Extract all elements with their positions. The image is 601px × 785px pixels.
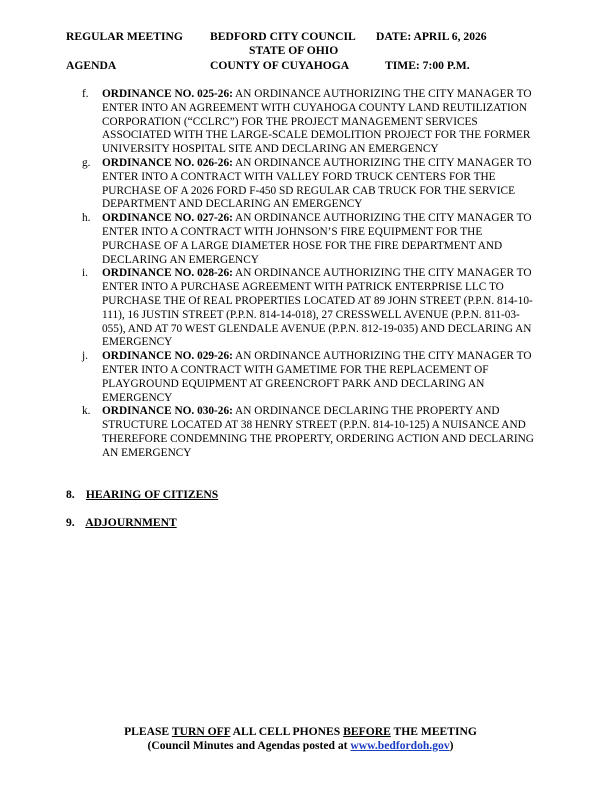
ordinance-number: ORDINANCE NO. 025-26: [102,88,233,100]
section-adjournment [66,516,177,529]
agenda-item-i [82,267,542,350]
ordinance-number: ORDINANCE NO. 026-26: [102,156,233,169]
ordinance-number: ORDINANCE NO. 030-26: [102,405,233,418]
header-date: DATE: APRIL 6, 2026 [376,30,487,43]
section-hearing-of-citizens [66,488,218,501]
footer-text: THE MEETING [390,725,477,738]
ordinance-number: ORDINANCE NO. 028-26: [102,267,233,280]
header-council-name: BEDFORD CITY COUNCIL [210,30,356,43]
section-title: HEARING OF CITIZENS [85,488,219,501]
agenda-item-k [82,405,542,460]
header-time: TIME: 7:00 P.M. [385,59,470,72]
agenda-item-f [82,88,542,157]
header-state: STATE OF OHIO [249,44,339,57]
item-letter: j. [82,350,88,363]
item-letter: k. [82,405,91,418]
website-link[interactable]: www.bedfordoh.gov [350,739,450,752]
agenda-item-h [82,212,542,267]
ordinance-text: AN ORDINANCE AUTHORIZING THE CITY MANAGER TO ENTER INTO A CONTRACT WITH VALLEY FORD TRUCK CENTERS FOR THE PURCHASE OF A 2026 FORD F-450 SD REGULAR CAB TRUCK FOR THE SERVICE DEPARTMENT AND DECLARING AN EMERGENCY [102,156,532,211]
ordinance-number: ORDINANCE NO. 027-26: [102,212,233,225]
footer-website-notice [0,739,601,753]
header-agenda: AGENDA [66,59,117,72]
item-letter: h. [82,212,91,225]
ordinance-text: AN ORDINANCE AUTHORIZING THE CITY MANAGER TO ENTER INTO A CONTRACT WITH GAMETIME FOR THE REPLACEMENT OF PLAYGROUND EQUIPMENT AT GREENCROFT PARK AND DECLARING AN EMERGENCY [102,350,532,404]
section-number: 8. [66,488,75,501]
ordinance-text: AN ORDINANCE AUTHORIZING THE CITY MANAGER TO ENTER INTO A CONTRACT WITH JOHNSON’S FIRE EQUIPMENT FOR THE PURCHASE OF A LARGE DIAMETER HOSE FOR THE FIRE DEPARTMENT AND DECLARING AN EMERGENCY [102,212,532,266]
section-number: 9. [66,516,75,529]
header-regular-meeting: REGULAR MEETING [66,30,183,43]
agenda-item-j [82,350,542,405]
agenda-item-g [82,157,542,212]
ordinance-text: AN ORDINANCE DECLARING THE PROPERTY AND STRUCTURE LOCATED AT 38 HENRY STREET (P.P.N. 814-10-125) A NUISANCE AND THEREFORE CONDEMNING THE PROPERTY, ORDERING ACTION AND DECLARING AN EMERGENCY [102,405,534,459]
footer-turn-off: TURN OFF [171,725,231,738]
footer-cell-phone-notice [0,725,601,739]
footer-text: ALL CELL PHONES [230,725,344,738]
agenda-items-list [82,88,542,461]
ordinance-text: AN ORDINANCE AUTHORIZING THE CITY MANAGER TO ENTER INTO AN AGREEMENT WITH CUYAHOGA COUNTY LAND REUTILIZATION CORPORATION (“CCLRC”) FOR THE PROJECT MANAGEMENT SERVICES ASSOCIATED WITH THE LARGE-SCALE DEMOLITION PROJECT FOR THE FORMER UNIVERSITY HOSPITAL SITE AND DECLARING AN EMERGENCY [102,88,532,156]
item-letter: g. [82,156,91,169]
ordinance-text: AN ORDINANCE AUTHORIZING THE CITY MANAGER TO ENTER INTO A PURCHASE AGREEMENT WITH PATRICK ENTERPRISE LLC TO PURCHASE THE Of REAL PROPERTIES LOCATED AT 89 JOHN STREET (P.P.N. 814-10-111), 16 JUSTIN STREET (P.P.N. 814-14-018), 27 CRESSWELL AVENUE (P.P.N. 811-03-055), AND AT 70 WEST GLENDALE AVENUE (P.P.N. 812-19-035) AND DECLARING AN EMERGENCY [102,267,533,349]
footer-before: BEFORE [343,725,391,738]
section-title: ADJOURNMENT [85,516,177,529]
footer-text: PLEASE [124,725,172,738]
item-letter: i. [82,267,88,280]
header-county: COUNTY OF CUYAHOGA [210,59,350,72]
ordinance-number: ORDINANCE NO. 029-26: [102,350,233,363]
item-letter: f. [82,88,89,100]
footer-text: ) [449,739,454,752]
footer-text: (Council Minutes and Agendas posted at [147,739,351,752]
